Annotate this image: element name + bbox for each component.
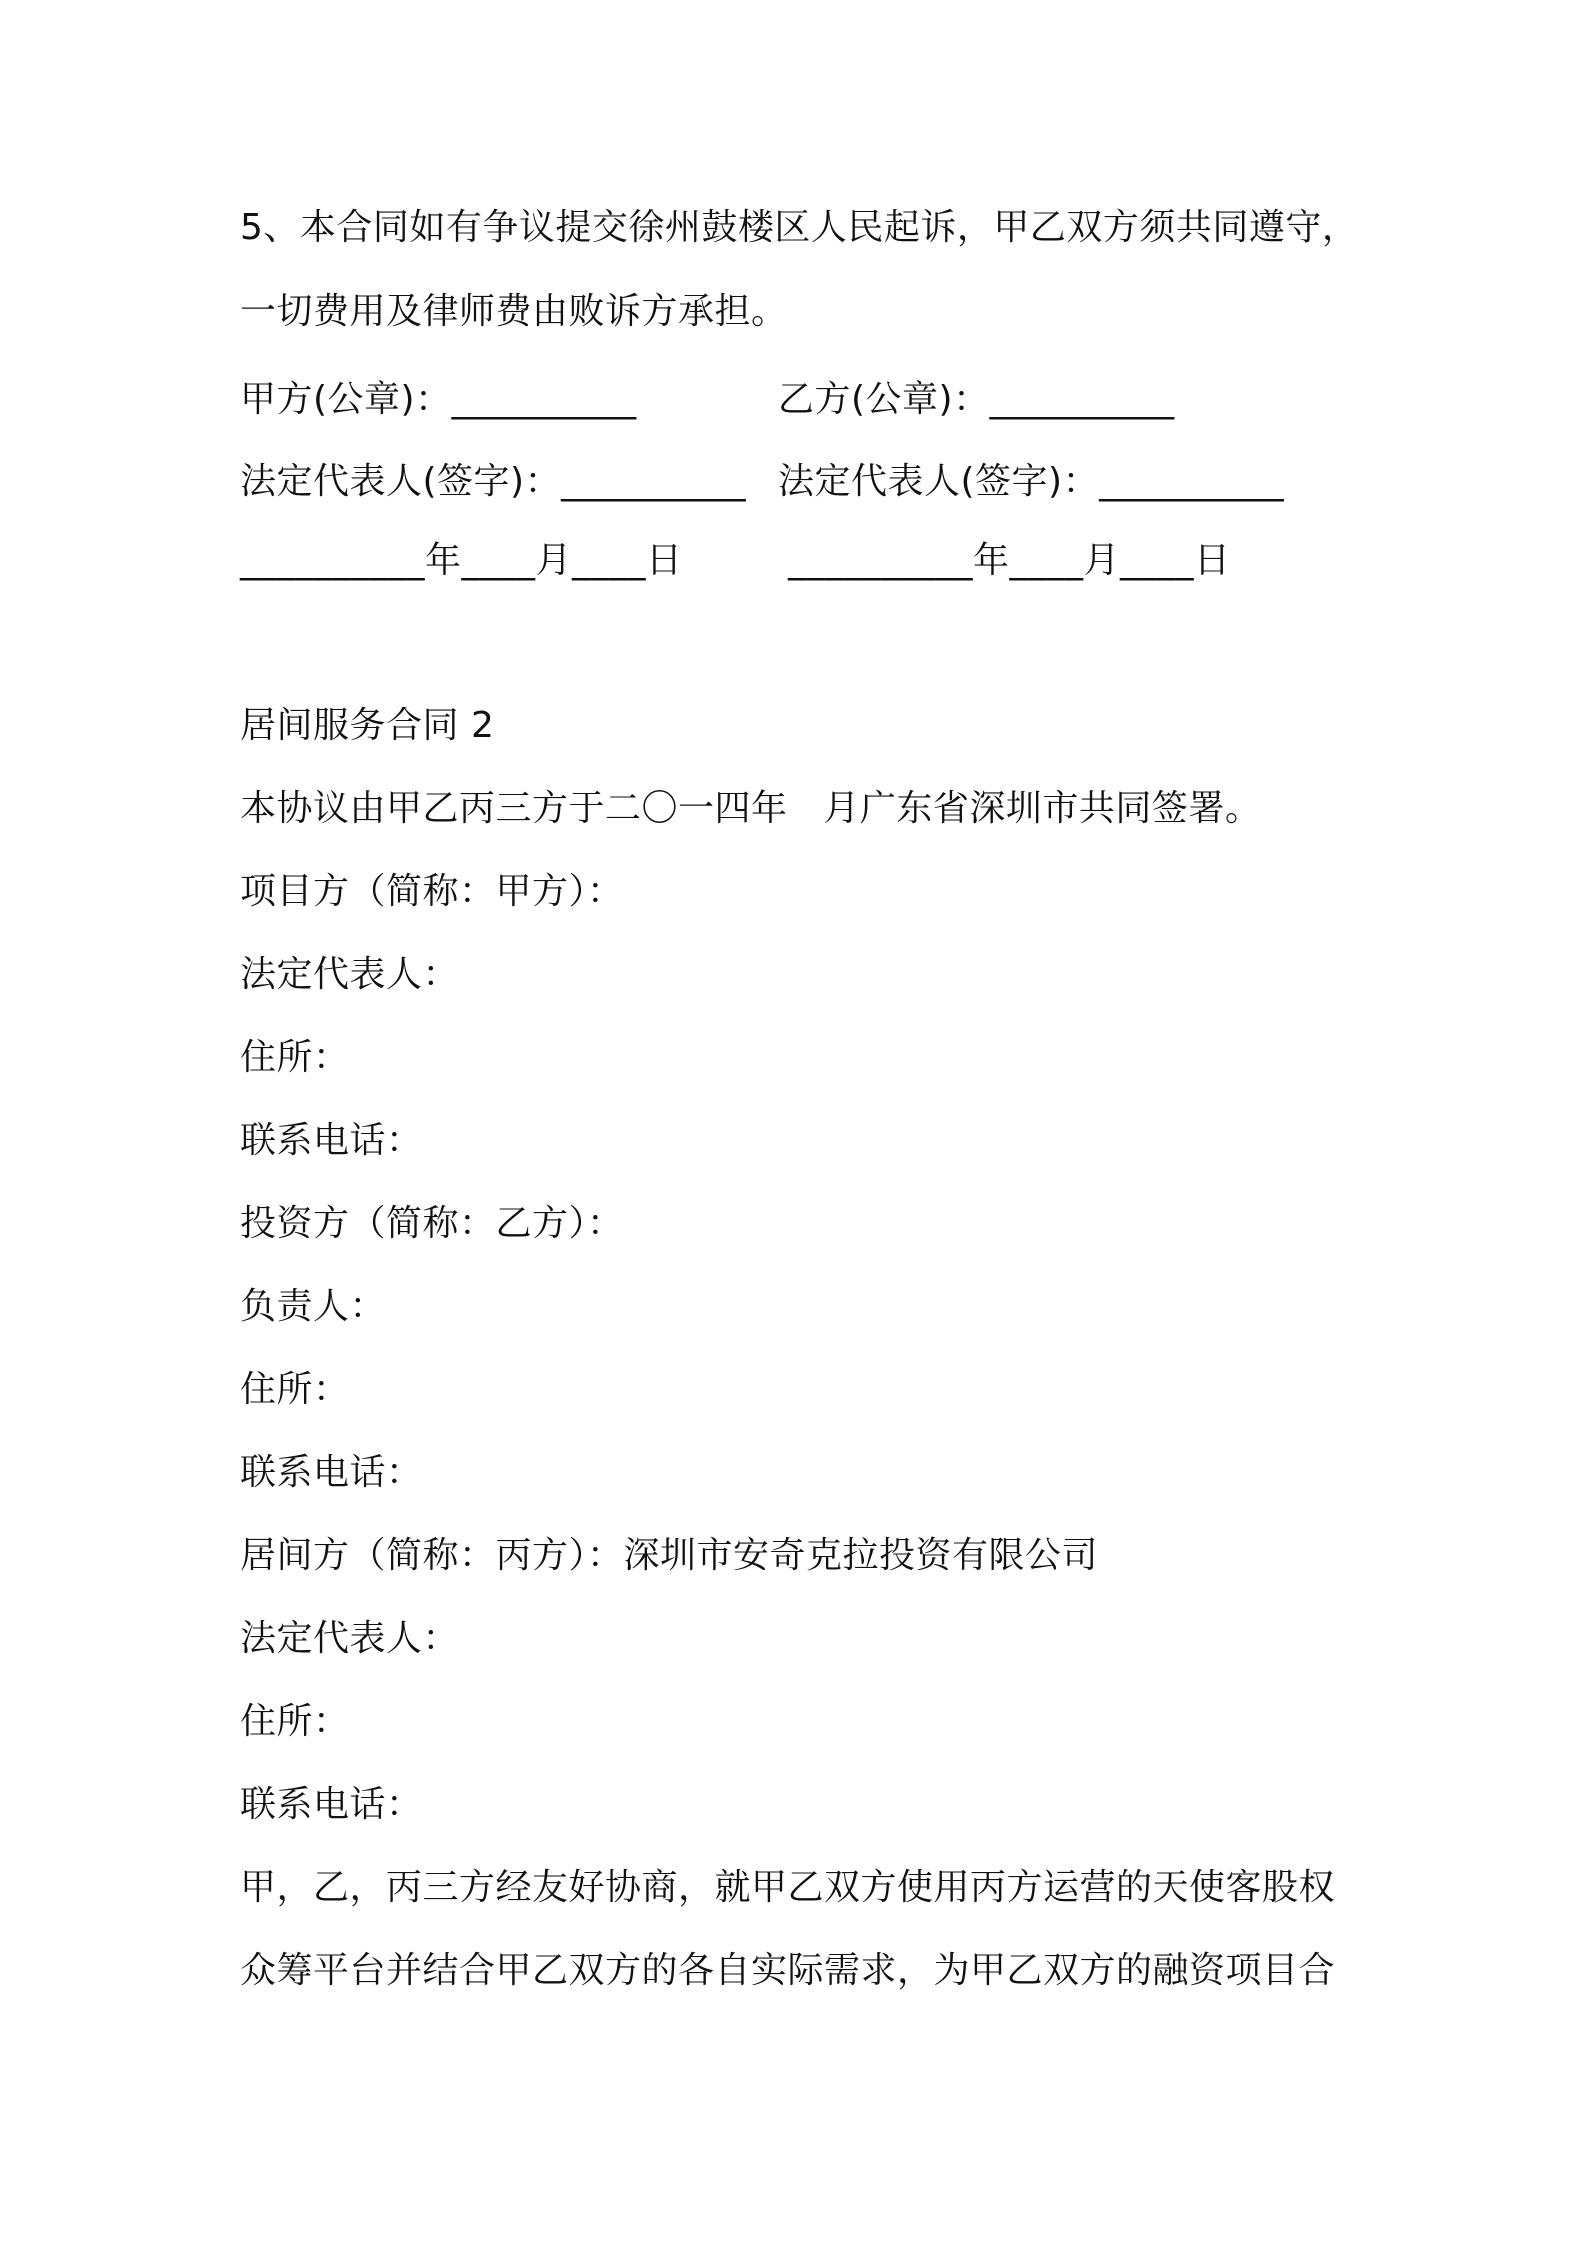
investor-party-label: 投资方（简称：乙方）：: [240, 1203, 624, 1244]
party-a-representative: 法定代表人(签字)：__________: [240, 461, 747, 502]
broker-address-label: 住所：: [240, 1701, 350, 1742]
project-party-label: 项目方（简称：甲方）：: [240, 871, 624, 912]
contract2-title: 居间服务合同 2: [240, 705, 495, 746]
party-a-seal: 甲方(公章)：__________: [240, 379, 637, 420]
project-phone-label: 联系电话：: [240, 1120, 423, 1161]
body-paragraph-line1: 甲，乙，丙三方经友好协商，就甲乙双方使用丙方运营的天使客股权: [240, 1867, 1336, 1908]
broker-representative-label: 法定代表人：: [240, 1618, 460, 1659]
clause5-line1: 5、本合同如有争议提交徐州鼓楼区人民起诉，甲乙双方须共同遵守，: [240, 207, 1359, 248]
body-paragraph-line2: 众筹平台并结合甲乙双方的各自实际需求，为甲乙双方的融资项目合: [240, 1950, 1336, 1991]
contract2-intro: 本协议由甲乙丙三方于二〇一四年 月广东省深圳市共同签署。: [240, 788, 1262, 829]
party-a-date: __________年____月____日: [240, 540, 683, 581]
broker-phone-label: 联系电话：: [240, 1784, 423, 1825]
broker-party-label: 居间方（简称：丙方）：深圳市安奇克拉投资有限公司: [240, 1535, 1099, 1576]
party-b-seal: 乙方(公章)：__________: [778, 379, 1175, 420]
clause5-line2: 一切费用及律师费由败诉方承担。: [240, 291, 788, 332]
investor-address-label: 住所：: [240, 1369, 350, 1410]
project-representative-label: 法定代表人：: [240, 954, 460, 995]
investor-phone-label: 联系电话：: [240, 1452, 423, 1493]
party-b-representative: 法定代表人(签字)：__________: [778, 461, 1285, 502]
project-address-label: 住所：: [240, 1037, 350, 1078]
investor-representative-label: 负责人：: [240, 1286, 387, 1327]
party-b-date: __________年____月____日: [788, 540, 1231, 581]
